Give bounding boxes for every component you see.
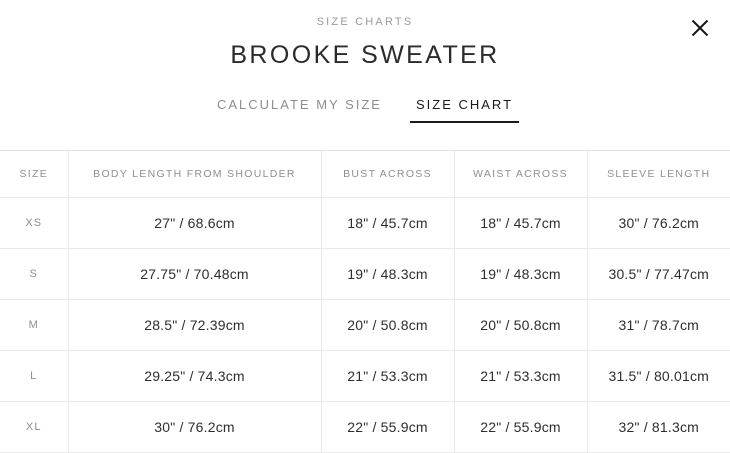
cell-body-length: 28.5" / 72.39cm [68, 300, 321, 351]
cell-sleeve: 31.5" / 80.01cm [587, 351, 730, 402]
table-row [0, 402, 730, 453]
cell-bust: 19" / 48.3cm [321, 249, 454, 300]
cell-sleeve: 30" / 76.2cm [587, 198, 730, 249]
page-title: BROOKE SWEATER [230, 41, 500, 69]
cell-sleeve: 30.5" / 77.47cm [587, 249, 730, 300]
tab-bar [0, 96, 730, 123]
cell-waist: 19" / 48.3cm [454, 249, 587, 300]
table-row [0, 198, 730, 249]
table-row [0, 249, 730, 300]
cell-waist: 21" / 53.3cm [454, 351, 587, 402]
cell-bust: 22" / 55.9cm [321, 402, 454, 453]
cell-bust: 20" / 50.8cm [321, 300, 454, 351]
column-header-sleeve: SLEEVE LENGTH [587, 151, 730, 198]
table-row [0, 300, 730, 351]
tab-calculate-my-size[interactable]: CALCULATE MY SIZE [211, 96, 388, 123]
cell-bust: 18" / 45.7cm [321, 198, 454, 249]
cell-size: XL [0, 402, 68, 453]
column-header-bust: BUST ACROSS [321, 151, 454, 198]
cell-body-length: 27" / 68.6cm [68, 198, 321, 249]
tab-size-chart[interactable]: SIZE CHART [410, 96, 519, 123]
table-header-row [0, 151, 730, 198]
cell-bust: 21" / 53.3cm [321, 351, 454, 402]
close-icon[interactable] [686, 14, 714, 42]
cell-waist: 18" / 45.7cm [454, 198, 587, 249]
cell-body-length: 30" / 76.2cm [68, 402, 321, 453]
cell-body-length: 29.25" / 74.3cm [68, 351, 321, 402]
table-row [0, 351, 730, 402]
cell-size: S [0, 249, 68, 300]
column-header-size: SIZE [0, 151, 68, 198]
cell-body-length: 27.75" / 70.48cm [68, 249, 321, 300]
column-header-waist: WAIST ACROSS [454, 151, 587, 198]
cell-waist: 20" / 50.8cm [454, 300, 587, 351]
cell-sleeve: 31" / 78.7cm [587, 300, 730, 351]
size-table [0, 151, 730, 453]
table-body [0, 198, 730, 453]
column-header-body-length: BODY LENGTH FROM SHOULDER [68, 151, 321, 198]
table-header [0, 151, 730, 198]
cell-size: XS [0, 198, 68, 249]
cell-size: L [0, 351, 68, 402]
cell-waist: 22" / 55.9cm [454, 402, 587, 453]
cell-size: M [0, 300, 68, 351]
cell-sleeve: 32" / 81.3cm [587, 402, 730, 453]
size-table-container [0, 150, 730, 453]
modal-eyebrow: SIZE CHARTS [316, 16, 414, 28]
